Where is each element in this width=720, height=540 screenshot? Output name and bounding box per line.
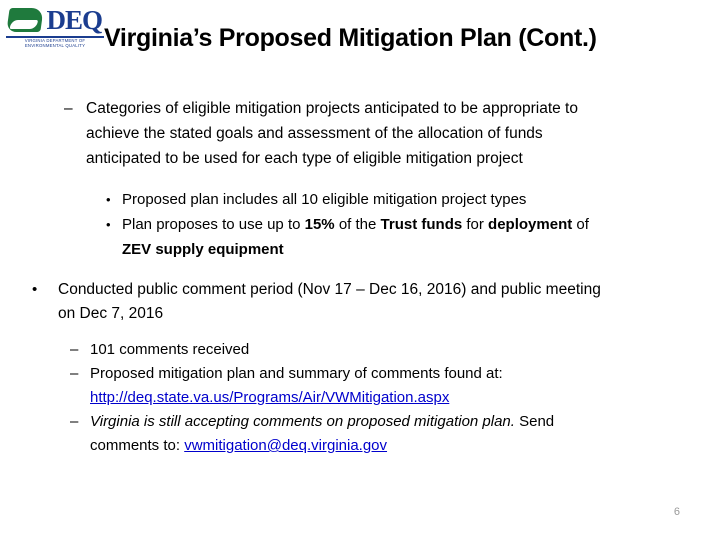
logo-subtitle-line2: ENVIRONMENTAL QUALITY xyxy=(24,43,86,48)
bullet-project-types-text: Proposed plan includes all 10 eligible mitigation project types xyxy=(122,191,527,208)
b3-bold2: Trust funds xyxy=(380,216,463,233)
b7-rest: Send xyxy=(514,413,555,430)
bullet-categories xyxy=(26,96,698,171)
slide-body xyxy=(26,96,698,458)
bullet-still-accepting-line1 xyxy=(90,410,698,434)
b3-part4: of xyxy=(572,216,589,233)
round-bullet-icon: • xyxy=(32,281,38,298)
spacer xyxy=(26,326,698,338)
bullet-trust-funds xyxy=(26,212,698,262)
bullet-categories-line2: achieve the stated goals and assessment of the allocation of funds xyxy=(86,125,543,142)
b3-part1: Plan proposes to use up to xyxy=(122,216,305,233)
bullet-trust-funds-line2: ZEV supply equipment xyxy=(122,241,284,258)
round-bullet-icon: • xyxy=(106,217,111,232)
logo-subtitle-line1: VIRGINIA DEPARTMENT OF xyxy=(24,38,86,43)
bullet-comments-received-text: 101 comments received xyxy=(90,341,250,358)
b3-bold3: deployment xyxy=(488,216,573,233)
bullet-still-accepting-line2 xyxy=(90,434,698,458)
b7-italic: Virginia is still accepting comments on proposed mitigation plan. xyxy=(90,413,515,430)
page-number: 6 xyxy=(673,506,680,518)
spacer xyxy=(26,262,698,278)
bullet-public-comment xyxy=(26,278,698,326)
bullet-categories-line3: anticipated to be used for each type of eligible mitigation project xyxy=(86,150,523,167)
email-link[interactable]: vwmitigation@deq.virginia.gov xyxy=(184,437,388,454)
logo-subtitle xyxy=(6,38,104,48)
b3-bold1: 15% xyxy=(304,216,335,233)
bullet-comments-received xyxy=(26,338,698,362)
deq-logo xyxy=(6,4,104,48)
bullet-project-types xyxy=(26,187,698,212)
b3-part3: for xyxy=(462,216,489,233)
bullet-trust-funds-line1 xyxy=(122,212,698,237)
dash-marker-icon: – xyxy=(64,100,73,117)
bullet-categories-line1: Categories of eligible mitigation projects anticipated to be appropriate to xyxy=(86,100,578,117)
mitigation-plan-link[interactable]: http://deq.state.va.us/Programs/Air/VWMitigation.aspx xyxy=(90,389,450,406)
slide-title: Virginia’s Proposed Mitigation Plan (Cont.) xyxy=(104,24,597,52)
deq-wordmark: DEQ xyxy=(46,5,102,35)
dash-marker-icon: – xyxy=(70,341,79,358)
b7-line2-prefix: comments to: xyxy=(90,437,185,454)
dash-marker-icon: – xyxy=(70,365,79,382)
spacer xyxy=(26,171,698,187)
round-bullet-icon: • xyxy=(106,192,111,207)
b3-part2: of the xyxy=(334,216,381,233)
bullet-still-accepting xyxy=(26,410,698,458)
bullet-plan-found-at xyxy=(26,362,698,410)
bullet-public-comment-line1: Conducted public comment period (Nov 17 – Dec 16, 2016) and public meeting xyxy=(58,281,601,298)
bullet-public-comment-line2: on Dec 7, 2016 xyxy=(58,305,164,322)
dash-marker-icon: – xyxy=(70,413,79,430)
bullet-plan-found-at-text: Proposed mitigation plan and summary of comments found at: xyxy=(90,365,503,382)
